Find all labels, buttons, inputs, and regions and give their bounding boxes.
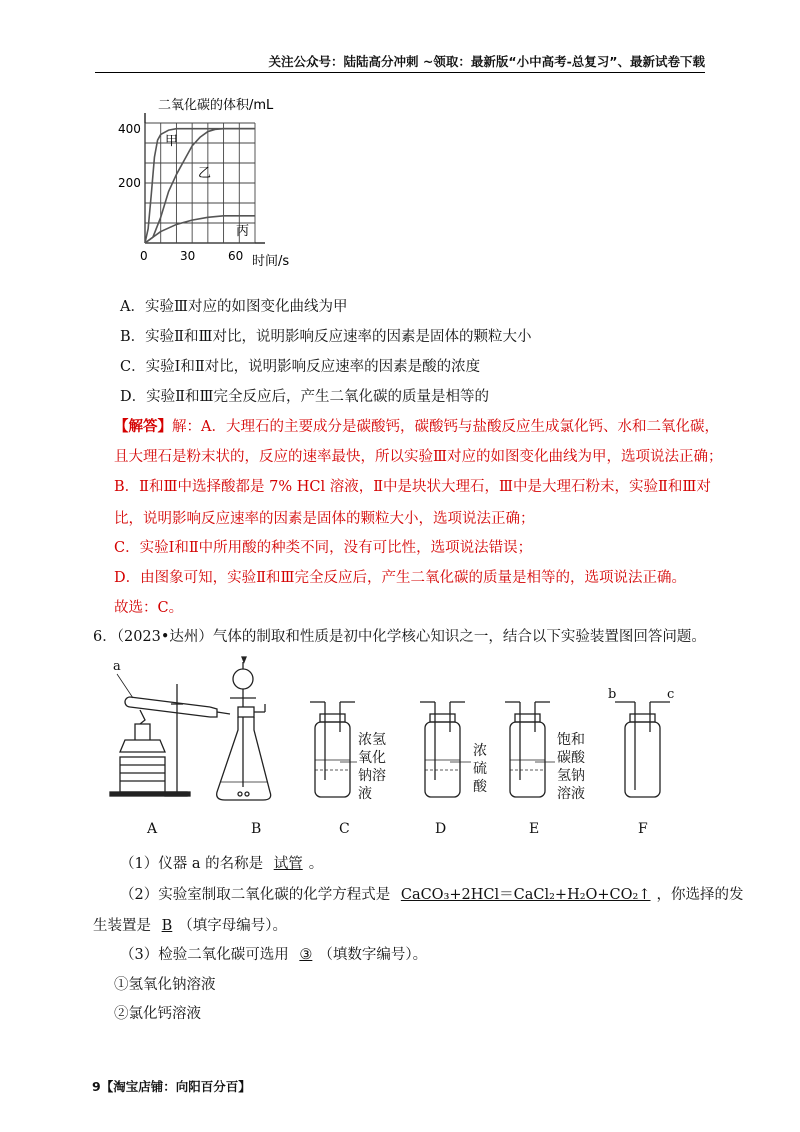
page-footer: 9【淘宝店铺：向阳百分百】 (92, 1079, 251, 1094)
c-liquid-2: 氧化 (358, 750, 386, 766)
q6-sub2-line2: 生装置是 B （填字母编号）。 (93, 918, 288, 934)
d-liquid-1: 浓 (473, 743, 487, 759)
label-C: C (339, 821, 350, 837)
e-liquid-3: 氢钠 (557, 768, 585, 784)
sub2-answer: CaCO₃+2HCl＝CaCl₂+H₂O+CO₂↑ (400, 887, 651, 903)
option-b: B．实验Ⅱ和Ⅲ对比，说明影响反应速率的因素是固体的颗粒大小 (120, 329, 532, 345)
d-liquid-2: 硫 (473, 761, 487, 777)
q6-sub3: （3）检验二氧化碳可选用 ③ （填数字编号）。 (120, 947, 428, 963)
answer-line-6: D．由图象可知，实验Ⅱ和Ⅲ完全反应后，产生二氧化碳的质量是相等的，选项说法正确。 (114, 570, 686, 586)
c-liquid-1: 浓氢 (358, 732, 386, 748)
e-liquid-1: 饱和 (557, 732, 585, 748)
choice-1: ①氢氧化钠溶液 (114, 977, 216, 993)
apparatus-b-drawing (217, 657, 271, 800)
sub2-device-answer: B (161, 918, 173, 934)
header-divider (95, 72, 705, 73)
d-liquid-3: 酸 (473, 779, 487, 795)
label-E: E (529, 821, 540, 837)
x-tick-30: 30 (180, 249, 196, 263)
option-d: D．实验Ⅱ和Ⅲ完全反应后，产生二氧化碳的质量是相等的 (120, 389, 489, 405)
series-label-jia: 甲 (165, 134, 179, 149)
label-b-tube: b (608, 687, 617, 702)
option-c: C．实验Ⅰ和Ⅱ对比，说明影响反应速率的因素是酸的浓度 (120, 359, 481, 375)
e-liquid-4: 溶液 (557, 786, 585, 802)
sub3-answer: ③ (299, 947, 313, 963)
label-D: D (435, 821, 447, 837)
answer-label: 【解答】 (114, 418, 172, 435)
c-liquid-3: 钠溶 (358, 768, 386, 784)
series-label-yi: 乙 (198, 166, 212, 181)
c-liquid-4: 液 (358, 786, 372, 802)
x-tick-0: 0 (140, 249, 148, 263)
label-F: F (638, 821, 648, 837)
label-c-tube: c (667, 687, 675, 702)
label-B: B (251, 821, 262, 837)
apparatus-a-drawing (110, 684, 230, 796)
q6-sub1: （1）仪器 a 的名称是 试管 。 (120, 856, 324, 872)
co2-volume-chart (110, 95, 310, 270)
answer-line-5: C．实验Ⅰ和Ⅱ中所用酸的种类不同，没有可比性，选项说法错误； (114, 540, 533, 556)
y-tick-400: 400 (118, 122, 141, 136)
x-axis-label: 时间/s (252, 254, 290, 269)
option-a: A．实验Ⅲ对应的如图变化曲线为甲 (120, 299, 348, 315)
choice-2: ②氯化钙溶液 (114, 1006, 201, 1022)
answer-line-7: 故选：C。 (114, 600, 184, 616)
apparatus-figure (105, 652, 685, 842)
x-tick-60: 60 (228, 249, 244, 263)
answer-line-1: 【解答】解：A．大理石的主要成分是碳酸钙，碳酸钙与盐酸反应生成氯化钙、水和二氧化碳， (114, 418, 719, 435)
apparatus-e-drawing (505, 702, 550, 797)
apparatus-d-drawing (420, 702, 465, 797)
answer-line-2: 且大理石是粉末状的，反应的速率最快，所以实验Ⅲ对应的如图变化曲线为甲，选项说法正确； (114, 449, 723, 465)
series-label-bing: 丙 (236, 224, 250, 239)
sub1-answer: 试管 (273, 856, 303, 872)
apparatus-f-drawing (615, 702, 670, 797)
chart-title: 二氧化碳的体积/mL (158, 98, 274, 113)
answer-line-3: B．Ⅱ和Ⅲ中选择酸都是 7% HCl 溶液，Ⅱ中是块状大理石，Ⅲ中是大理石粉末，实验Ⅱ和Ⅲ对 (114, 479, 711, 495)
page-header: 关注公众号：陆陆高分冲刺 ~领取：最新版“小中高考-总复习”、最新试卷下载 (268, 54, 705, 69)
e-liquid-2: 碳酸 (557, 750, 585, 766)
q6-stem: 6．（2023•达州）气体的制取和性质是初中化学核心知识之一，结合以下实验装置图回答问题。 (93, 629, 706, 645)
answer-line-4: 比，说明影响反应速率的因素是固体的颗粒大小，选项说法正确； (114, 511, 535, 527)
apparatus-c-drawing (310, 702, 355, 797)
label-A: A (147, 821, 158, 837)
y-tick-200: 200 (118, 176, 141, 190)
label-a-instrument: a (113, 659, 121, 674)
q6-sub2: （2）实验室制取二氧化碳的化学方程式是 CaCO₃+2HCl＝CaCl₂+H₂O+CO₂↑ ，你选择的发 (120, 887, 744, 903)
